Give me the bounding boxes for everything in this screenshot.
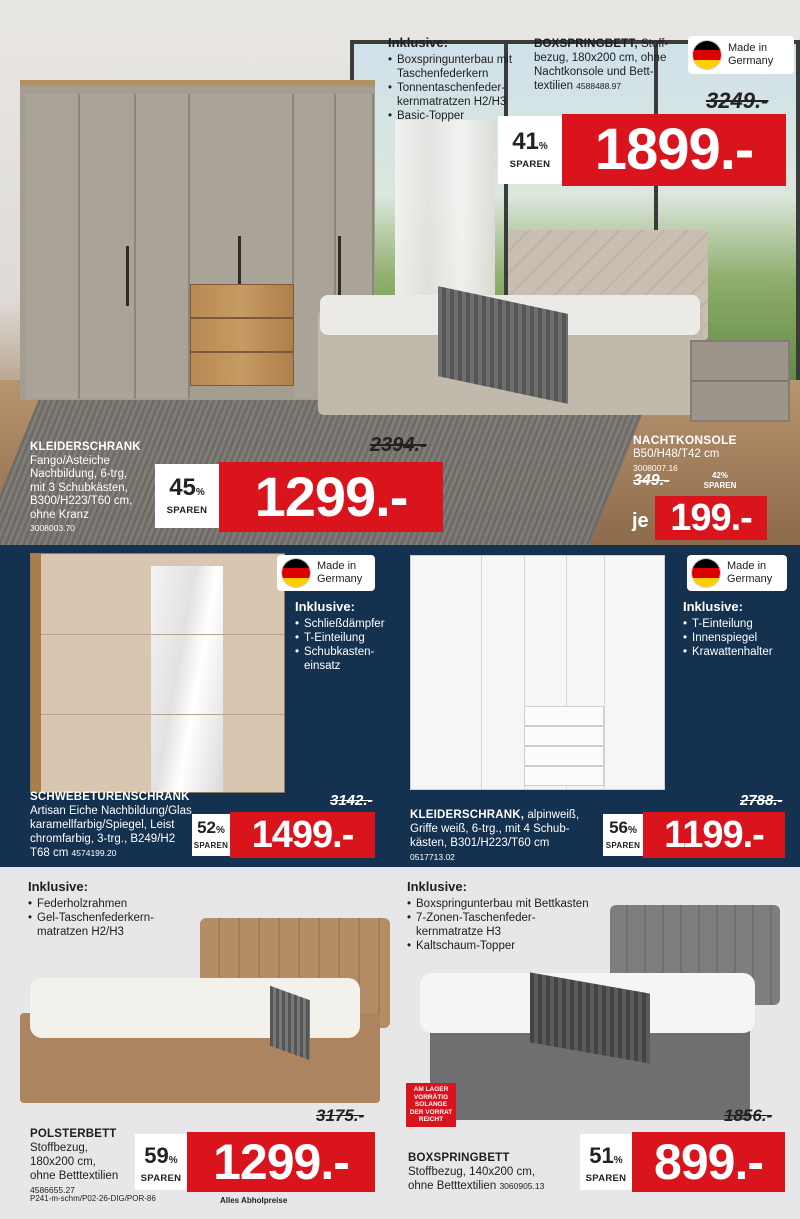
product-desc-line: ohne Betttextilien: [408, 1180, 497, 1192]
save-percent: 59: [144, 1143, 169, 1168]
old-price: 3175.-: [316, 1106, 365, 1125]
percent-sign: %: [216, 825, 225, 836]
footer-code: P241-m-schm/P02-26-DIG/POR-86: [30, 1194, 156, 1203]
sale-price: 1299.-: [187, 1132, 375, 1192]
badge-text: Germany: [317, 573, 363, 585]
polster-inclusive-list: [28, 880, 198, 939]
old-price: 3249.-: [706, 88, 769, 113]
stock-line: AM LAGER: [413, 1086, 449, 1093]
product-desc-line: ohne Betttextilien: [30, 1170, 119, 1182]
article-number: 4588488.97: [576, 81, 622, 91]
old-price: 3142.-: [330, 792, 373, 809]
article-number: 3008003.70: [30, 523, 75, 533]
save-percent: 56: [609, 818, 628, 837]
stock-line: VORRÄTIG: [413, 1093, 449, 1101]
product-desc-line: T68 cm: [30, 847, 69, 859]
inclusive-heading: Inklusive:: [407, 879, 467, 894]
save-label: SPAREN: [585, 1173, 627, 1184]
product-name: KLEIDERSCHRANK,: [410, 809, 525, 821]
product-desc-line: Stoffbezug, 140x200 cm,: [408, 1166, 536, 1178]
sale-price: 1499.-: [230, 812, 375, 858]
sale-price: 199.-: [655, 496, 767, 540]
made-in-germany-badge: [277, 555, 375, 591]
badge-text: Made in: [317, 560, 357, 572]
save-percent: 45: [169, 474, 196, 501]
save-label: SPAREN: [193, 841, 229, 850]
inclusive-heading: Inklusive:: [388, 35, 448, 50]
product-name: NACHTKONSOLE: [633, 433, 737, 447]
savings-badge: [603, 814, 643, 856]
inclusive-item: • Boxspringunterbau mit Bettkasten: [407, 897, 627, 911]
inclusive-item: • Federholzrahmen: [28, 897, 198, 911]
product-desc-line: Nachbildung, 6-trg,: [30, 468, 128, 480]
inclusive-item: • Gel-Taschenfederkern-matratzen H2/H3: [28, 911, 198, 939]
product-name: POLSTERBETT: [30, 1128, 117, 1140]
made-in-germany-badge: [687, 555, 787, 591]
product-name: KLEIDERSCHRANK: [30, 441, 141, 453]
product-desc: B50/H48/T42 cm: [633, 448, 720, 460]
article-number: 4574199.20: [71, 848, 117, 858]
white-inclusive-list: [683, 600, 795, 659]
badge-text: Made in: [727, 560, 767, 572]
article-number: 3008007.16: [633, 463, 678, 473]
article-number: 3060905.13: [499, 1181, 545, 1191]
boxspring2-inclusive-list: [407, 880, 627, 953]
stock-line: DER VORRAT: [409, 1108, 453, 1116]
german-flag-icon: [692, 40, 722, 70]
badge-text: Made in: [728, 42, 768, 54]
sale-price: 1199.-: [643, 812, 785, 858]
stock-line: REICHT: [418, 1116, 444, 1123]
sale-price: 1299.-: [219, 462, 443, 532]
article-number: 4586655.27: [30, 1185, 75, 1195]
article-number: 0517713.02: [410, 852, 455, 862]
german-flag-icon: [691, 558, 721, 588]
white-wardrobe-photo: [410, 555, 665, 790]
old-price: 349.-: [633, 472, 670, 489]
nightstand-photo: [690, 340, 790, 422]
percent-sign: %: [628, 825, 637, 836]
inclusive-item: • Schubkasten-einsatz: [295, 645, 405, 673]
old-price: 1856.-: [724, 1106, 773, 1125]
sale-price: 1899.-: [562, 114, 786, 186]
inclusive-heading: Inklusive:: [683, 599, 743, 614]
savings-badge: [155, 464, 219, 528]
inclusive-item: • Innenspiegel: [683, 631, 795, 645]
german-flag-icon: [281, 558, 311, 588]
badge-text: Germany: [728, 55, 774, 67]
inclusive-item: • Basic-Topper: [388, 109, 538, 123]
save-label: SPAREN: [166, 505, 208, 516]
sale-price: 899.-: [632, 1132, 785, 1192]
savings-badge: [192, 814, 230, 856]
sliding-wardrobe-description: [30, 790, 195, 860]
savings-badge: [135, 1134, 187, 1190]
product-desc-line: Stoffbezug,: [30, 1142, 88, 1154]
product-name: SCHWEBETÜRENSCHRANK: [30, 791, 190, 803]
old-price: 2394.-: [370, 434, 427, 456]
boxspring-description: [534, 37, 684, 93]
percent-sign: %: [168, 1155, 178, 1166]
boxspring-bed-photo: [318, 230, 718, 460]
inclusive-item: • Tonnentaschenfeder-kernmatratzen H2/H3: [388, 81, 538, 109]
inclusive-item: • T-Einteilung: [295, 631, 405, 645]
boxspring-inclusive-list: [388, 36, 538, 123]
product-name: BOXSPRINGBETT: [408, 1152, 510, 1164]
price-prefix: je: [632, 510, 649, 532]
product-desc-line: mit 3 Schubkästen,: [30, 481, 128, 494]
percent-sign: %: [538, 141, 548, 152]
save-percent: 41: [512, 128, 539, 155]
save-percent: 51: [589, 1143, 614, 1168]
upholstered-bed-photo: [20, 918, 390, 1118]
inclusive-item: • T-Einteilung: [683, 617, 795, 631]
product-desc-line: 180x200 cm,: [30, 1156, 96, 1168]
product-desc: Stoff-bezug, 180x200 cm, ohne Nachtkonsole und Bett-textilien: [534, 38, 669, 92]
old-price: 2788.-: [740, 792, 783, 809]
save-percent: 52: [197, 818, 216, 837]
inclusive-item: • Boxspringunterbau mit Taschenfederkern: [388, 53, 538, 81]
stock-line: SOLANGE: [414, 1101, 448, 1108]
product-desc-line: Fango/Asteiche: [30, 454, 110, 467]
white-wardrobe-description: [410, 808, 610, 864]
save-percent: 42%: [711, 471, 728, 480]
polster-description: [30, 1127, 150, 1197]
product-desc-line: kästen, B301/H223/T60 cm: [410, 837, 550, 849]
inclusive-heading: Inklusive:: [28, 879, 88, 894]
nightstand-description: [633, 433, 783, 475]
product-name: BOXSPRINGBETT,: [534, 38, 638, 50]
footer-note: Alles Abholpreise: [220, 1196, 288, 1205]
inclusive-item: • Krawattenhalter: [683, 645, 795, 659]
percent-sign: %: [195, 487, 205, 498]
sliding-wardrobe-photo: [30, 553, 285, 793]
inclusive-item: • Schließdämpfer: [295, 617, 405, 631]
in-stock-badge: [406, 1083, 456, 1127]
save-label: SPAREN: [605, 841, 641, 850]
product-desc-line: B300/H223/T60 cm,: [30, 495, 133, 507]
product-desc-line: karamellfarbig/Spiegel, Leist: [30, 819, 175, 831]
savings-badge: [700, 471, 740, 491]
product-desc-line: Artisan Eiche Nachbildung/Glas: [30, 805, 192, 817]
savings-badge: [580, 1134, 632, 1190]
savings-badge: [498, 116, 562, 184]
boxspring2-description: [408, 1151, 583, 1193]
percent-sign: %: [613, 1155, 623, 1166]
product-desc: alpinweiß,: [527, 809, 580, 821]
save-label: SPAREN: [703, 481, 737, 490]
made-in-germany-badge: [688, 36, 794, 74]
sliding-inclusive-list: [295, 600, 405, 673]
badge-text: Germany: [727, 573, 773, 585]
save-label: SPAREN: [140, 1173, 182, 1184]
save-label: SPAREN: [509, 159, 551, 170]
inclusive-heading: Inklusive:: [295, 599, 355, 614]
product-desc-line: Griffe weiß, 6-trg., mit 4 Schub-: [410, 823, 570, 835]
inclusive-item: • Kaltschaum-Topper: [407, 939, 627, 953]
inclusive-item: • 7-Zonen-Taschenfeder-kernmatratze H3: [407, 911, 557, 939]
product-desc-line: chromfarbig, 3-trg., B249/H2: [30, 833, 176, 845]
product-desc-line: ohne Kranz: [30, 508, 89, 521]
